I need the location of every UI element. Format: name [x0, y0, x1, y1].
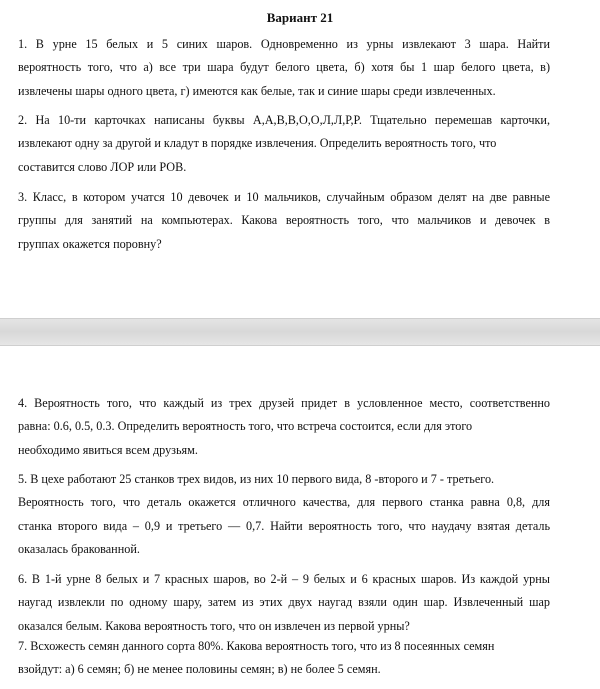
- problem-2-line-2: извлекают одну за другой и кладут в порядке извлечения. Определить вероятность того, что: [18, 136, 497, 151]
- problem-5-line-4: оказалась бракованной.: [18, 541, 140, 556]
- problem-6: [18, 568, 550, 638]
- problem-2: [18, 109, 550, 179]
- problem-4-line-1: 4. Вероятность того, что каждый из трех друзей придет в условленное место, соответственно: [18, 396, 550, 410]
- problem-3: [18, 186, 550, 256]
- problem-4-line-3: необходимо явиться всем друзьям.: [18, 442, 198, 457]
- problem-6-line-3: оказался белым. Какова вероятность того, что он извлечен из первой урны?: [18, 618, 410, 633]
- problem-5-line-1: 5. В цехе работают 25 станков трех видов, из них 10 первого вида, 8 -второго и 7 - третьего.: [18, 472, 495, 486]
- problem-5: [18, 468, 550, 561]
- problem-1-line-1: 1. В урне 15 белых и 5 синих шаров. Одновременно из урны извлекают 3 шара. Найти: [18, 37, 550, 51]
- problem-3-line-3: группах окажется поровну?: [18, 236, 162, 251]
- problem-2-line-3: составится слово ЛОР или РОВ.: [18, 159, 187, 174]
- problem-5-line-3: станка второго вида – 0,9 и третьего — 0,7. Найти вероятность того, что наудачу взятая деталь: [18, 518, 550, 533]
- problem-7: [18, 635, 550, 682]
- problem-1: [18, 33, 550, 103]
- problem-7-line-2: взойдут: а) 6 семян; б) не менее половины семян; в) не более 5 семян.: [18, 662, 381, 677]
- problem-1-line-2: вероятность того, что а) все три шара будут белого цвета, б) хотя бы 1 шар белого цвета, в): [18, 60, 550, 75]
- problem-7-line-1: 7. Всхожесть семян данного сорта 80%. Какова вероятность того, что из 8 посеянных семян: [18, 639, 495, 653]
- problem-5-line-2: Вероятность того, что деталь окажется отличного качества, для первого станка равна 0,8, для: [18, 495, 550, 510]
- page-separator: [0, 318, 600, 346]
- problem-3-line-2: группы для занятий на компьютерах. Какова вероятность того, что мальчиков и девочек в: [18, 213, 550, 228]
- variant-title: Вариант 21: [266, 10, 334, 25]
- problem-2-line-1: 2. На 10-ти карточках написаны буквы А,А,В,В,О,О,Л,Л,Р,Р. Тщательно перемешав карточки,: [18, 113, 550, 127]
- problem-6-line-2: наугад извлекли по одному шару, затем из этих двух наугад взяли один шар. Извлеченный шар: [18, 595, 550, 610]
- problem-4-line-2: равна: 0.6, 0.5, 0.3. Определить вероятность того, что встреча состоится, если для этого: [18, 419, 473, 434]
- problem-1-line-3: извлечены шары одного цвета, г) имеются как белые, так и синие шары среди извлеченных.: [18, 83, 496, 98]
- problem-6-line-1: 6. В 1-й урне 8 белых и 7 красных шаров, во 2-й – 9 белых и 6 красных шаров. Из каждой урны: [18, 572, 550, 586]
- problem-4: [18, 392, 550, 462]
- problem-3-line-1: 3. Класс, в котором учатся 10 девочек и 10 мальчиков, случайным образом делят на две равные: [18, 190, 550, 204]
